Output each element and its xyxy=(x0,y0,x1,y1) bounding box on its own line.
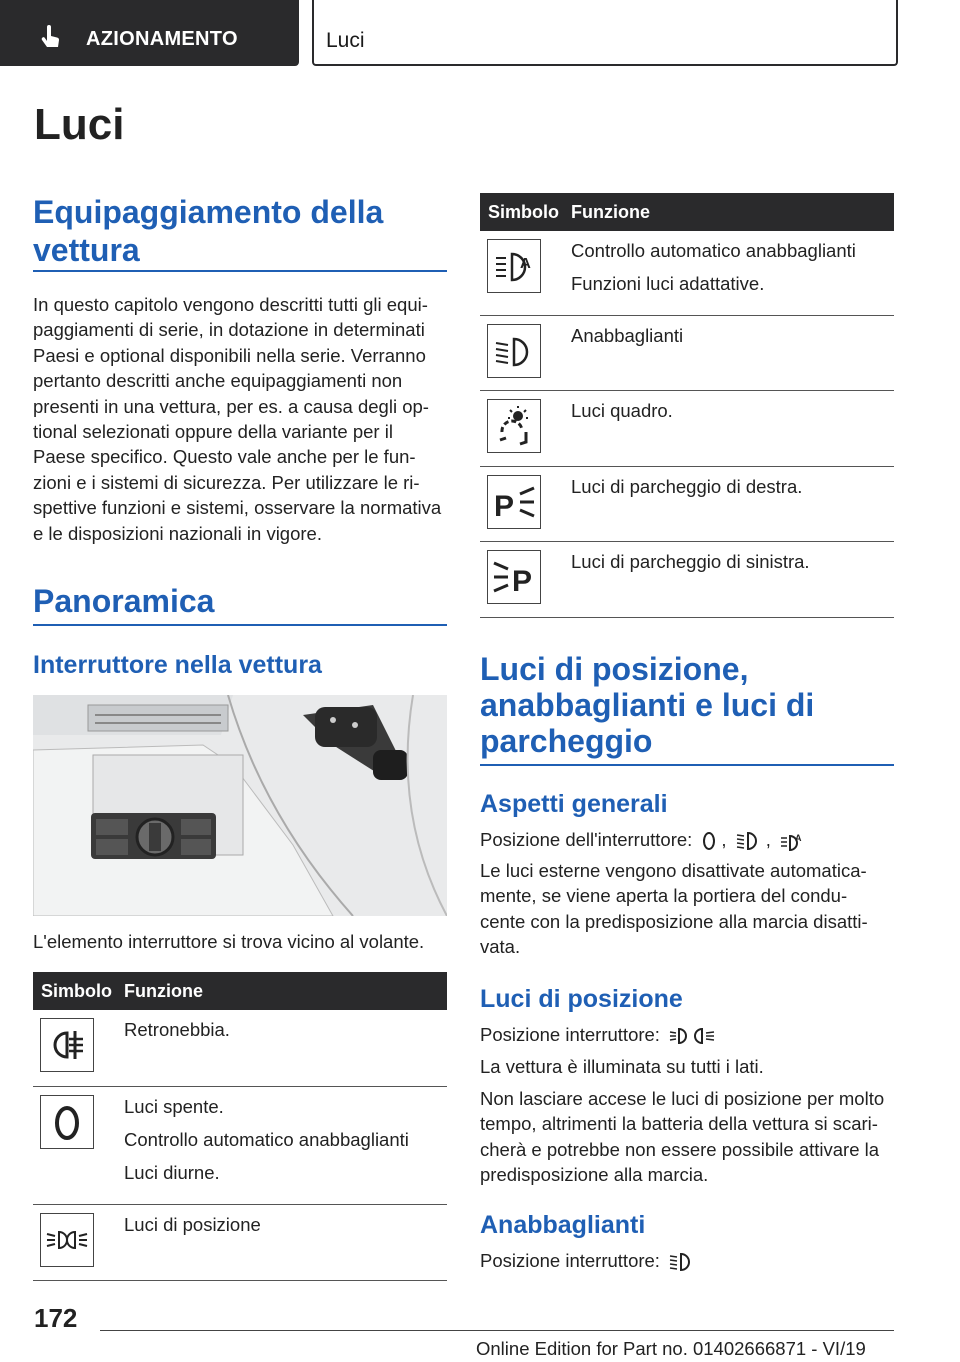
heading-aspetti-generali: Aspetti generali xyxy=(480,790,668,818)
text-line: tempo, altrimenti la batteria della vettura si scari- xyxy=(480,1113,878,1135)
heading-panoramica: Panoramica xyxy=(33,583,215,619)
text-line: tional selezionati oppure della variante per il xyxy=(33,421,393,443)
auto-low-beam-icon xyxy=(487,239,541,293)
text-line: cente con la predisposizione alla marcia disatti- xyxy=(480,910,868,932)
function-cell: Luci di posizione xyxy=(112,1204,447,1280)
chapter-tab xyxy=(312,0,898,66)
text-line: spettive funzioni e sistemi, osservare la normativa xyxy=(33,497,442,519)
table-row xyxy=(480,467,894,542)
auto-low-beam-icon xyxy=(780,830,806,852)
heading-rule xyxy=(480,764,894,766)
parking-lights-icon xyxy=(40,1213,94,1267)
switch-position-line: Posizione dell'interruttore: , , A xyxy=(480,827,900,852)
text-line: pertanto descritti anche equipaggiamenti non xyxy=(33,370,403,392)
lights-off-icon xyxy=(40,1095,94,1149)
low-beam-icon xyxy=(669,1251,695,1273)
table-row xyxy=(33,1086,447,1204)
function-cell: Luci di parcheggio di sinistra. xyxy=(559,542,894,618)
text-line: paggiamenti di serie, in dotazione in determinati xyxy=(33,319,425,341)
chapter-label: Luci xyxy=(326,29,365,52)
left-parking-light-icon xyxy=(487,550,541,604)
heading-luci-posizione-anabbaglianti: Luci di posizione, anabbaglianti e luci di parcheggio xyxy=(480,651,815,759)
table-row xyxy=(480,316,894,391)
function-cell: Luci quadro. xyxy=(559,391,894,467)
lights-off-icon xyxy=(701,830,717,852)
page-title: Luci xyxy=(34,100,125,149)
right-parking-light-icon xyxy=(487,475,541,529)
heading-interruttore: Interruttore nella vettura xyxy=(33,651,322,679)
function-cell: Controllo automatico anabbaglianti Funzioni luci adattative. xyxy=(559,231,894,316)
low-beam-icon xyxy=(736,830,762,852)
text-line: zioni e i sistemi di sicurezza. Per utilizzare le ri- xyxy=(33,471,420,493)
svg-text:A: A xyxy=(794,833,802,844)
table-row xyxy=(33,1010,447,1086)
svg-text:P: P xyxy=(512,565,533,598)
svg-text:P: P xyxy=(494,490,515,523)
footer-edition: Online Edition for Part no. 01402666871 - VI/19 xyxy=(476,1338,866,1359)
text-line: Non lasciare accese le luci di posizione per molto xyxy=(480,1088,885,1109)
text-line: Le luci esterne vengono disattivate automatica- xyxy=(480,860,867,881)
svg-text:A: A xyxy=(520,255,531,272)
section-tab xyxy=(0,0,299,66)
heading-rule xyxy=(33,624,447,626)
low-beam-icon xyxy=(487,324,541,378)
section-label: AZIONAMENTO xyxy=(86,28,238,50)
text-line: presenti in una vettura, per es. a causa degli op- xyxy=(33,395,429,417)
column-header-funzione: Funzione xyxy=(559,193,894,231)
footer-rule xyxy=(100,1330,894,1331)
aspetti-text xyxy=(480,858,900,960)
text-line: Paesi e optional disponibili nella serie. Verranno xyxy=(33,344,426,366)
column-header-simbolo: Simbolo xyxy=(33,972,112,1010)
text-line: cherà e potrebbe non essere possibile attivare la xyxy=(480,1138,880,1160)
function-cell: Anabbaglianti xyxy=(559,316,894,391)
column-header-funzione: Funzione xyxy=(112,972,447,1010)
table-row xyxy=(480,542,894,618)
heading-rule xyxy=(33,270,447,272)
switch-location-photo xyxy=(33,695,447,916)
function-cell: Luci spente. Controllo automatico anabbaglianti Luci diurne. xyxy=(112,1086,447,1204)
text-line: mente, se viene aperta la portiera del condu- xyxy=(480,885,848,907)
column-header-simbolo: Simbolo xyxy=(480,193,559,231)
text-line: In questo capitolo vengono descritti tutti gli equi- xyxy=(33,294,428,315)
switch-position-line: Posizione interruttore: xyxy=(480,1022,900,1047)
text-line: vata. xyxy=(480,936,521,958)
symbol-table-left xyxy=(33,972,447,1281)
table-row xyxy=(480,391,894,467)
text-line: e le disposizioni nazionali in vigore. xyxy=(33,522,322,544)
function-cell: Luci di parcheggio di destra. xyxy=(559,467,894,542)
table-row xyxy=(33,1204,447,1280)
parking-lights-icon xyxy=(669,1025,715,1047)
equipaggiamento-text xyxy=(33,292,453,546)
page-number: 172 xyxy=(34,1303,78,1333)
text-line: predisposizione alla marcia. xyxy=(480,1164,709,1186)
function-cell: Retronebbia. xyxy=(112,1010,447,1086)
heading-luci-di-posizione: Luci di posizione xyxy=(480,985,683,1013)
instrument-lighting-icon xyxy=(487,399,541,453)
symbol-table-right xyxy=(480,193,894,618)
luci-posizione-text-1: La vettura è illuminata su tutti i lati. xyxy=(480,1056,764,1077)
table-row xyxy=(480,231,894,316)
rear-fog-light-icon xyxy=(40,1018,94,1072)
photo-caption: L'elemento interruttore si trova vicino al volante. xyxy=(33,931,425,952)
heading-anabbaglianti: Anabbaglianti xyxy=(480,1211,646,1239)
switch-position-line: Posizione interruttore: xyxy=(480,1248,900,1273)
luci-posizione-text-2 xyxy=(480,1086,900,1188)
hand-touch-icon xyxy=(38,24,64,50)
text-line: Paese specifico. Questo vale anche per le fun- xyxy=(33,446,416,468)
heading-equipaggiamento: Equipaggiamento della vettura xyxy=(33,194,384,268)
